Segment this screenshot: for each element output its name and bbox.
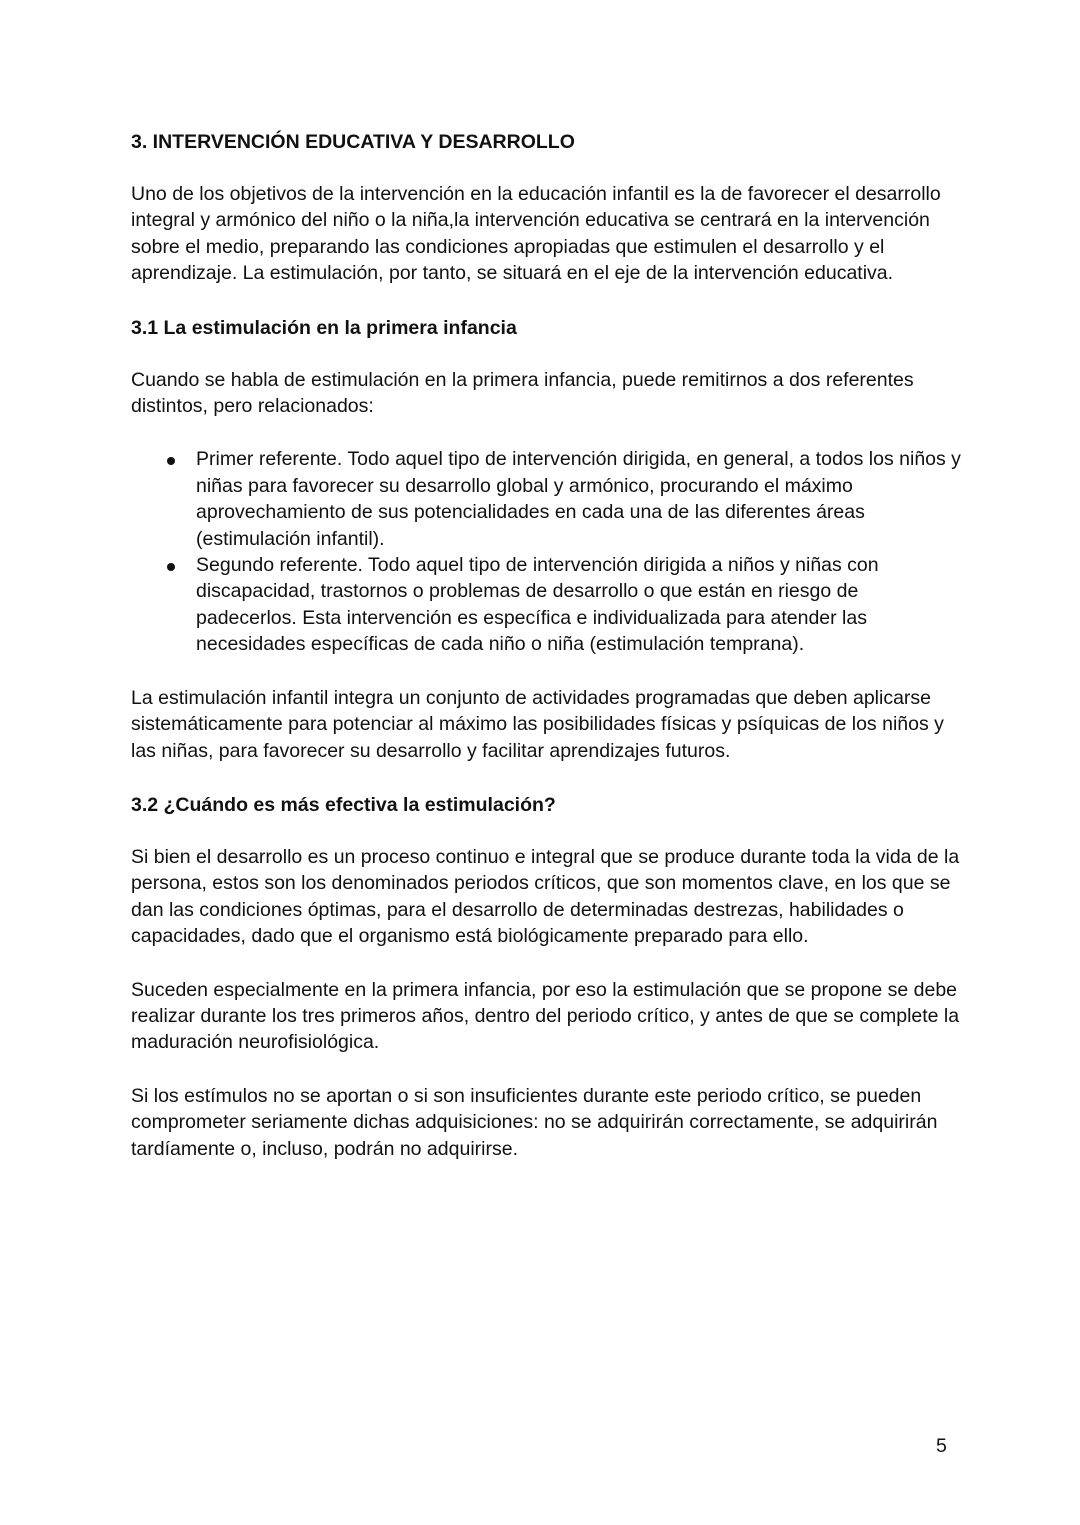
- list-item: [131, 446, 961, 552]
- document-page: [131, 128, 961, 1162]
- page-number: 5: [936, 1435, 947, 1457]
- subsection-3-2-paragraph: Suceden especialmente en la primera infancia, por eso la estimulación que se propone se debe realizar durante los tres primeros años, dentro del periodo crítico, y antes de que se complete la maduración neurofisiológica.: [131, 978, 960, 1054]
- subsection-3-2-paragraph: Si bien el desarrollo es un proceso continuo e integral que se produce durante toda la vida de la persona, estos son los denominados periodos críticos, que son momentos clave, en los que se dan las condiciones óptimas, para el desarrollo de determinadas destrezas, habilidades o capacidades, dado que el organismo está biológicamente preparado para ello.: [131, 845, 960, 948]
- subsection-3-1-closing: La estimulación infantil integra un conjunto de actividades programadas que deben aplicarse sistemáticamente para potenciar al máximo las posibilidades físicas y psíquicas de los niños y las niñas, para favorecer su desarrollo y facilitar aprendizajes futuros.: [131, 686, 944, 762]
- list-item: [131, 552, 961, 658]
- section-intro-paragraph: Uno de los objetivos de la intervención en la educación infantil es la de favorecer el desarrollo integral y armónico del niño o la niña,la intervención educativa se centrará en la intervención sobre el medio, preparando las condiciones apropiadas que estimulen el desarrollo y el aprendizaje. La estimulación, por tanto, se situará en el eje de la intervención educativa.: [131, 183, 941, 285]
- referentes-list: [131, 446, 961, 657]
- list-item-text: Primer referente. Todo aquel tipo de intervención dirigida, en general, a todos los niños y niñas para favorecer su desarrollo global y armónico, procurando el máximo aprovechamiento de sus potencialidades en cada una de las diferentes áreas (estimulación infantil).: [196, 448, 961, 550]
- subsection-title-3-2: 3.2 ¿Cuándo es más efectiva la estimulación?: [131, 793, 556, 816]
- bullet-icon: [167, 563, 175, 571]
- section-title: 3. INTERVENCIÓN EDUCATIVA Y DESARROLLO: [131, 131, 575, 153]
- subsection-title-3-1: 3.1 La estimulación en la primera infancia: [131, 316, 517, 339]
- subsection-3-1-intro: Cuando se habla de estimulación en la primera infancia, puede remitirnos a dos referentes distintos, pero relacionados:: [131, 368, 914, 418]
- list-item-text: Segundo referente. Todo aquel tipo de intervención dirigida a niños y niñas con discapacidad, trastornos o problemas de desarrollo o que están en riesgo de padecerlos. Esta intervención es específica e individualizada para atender las necesidades específicas de cada niño o niña (estimulación temprana).: [196, 554, 879, 656]
- subsection-3-2-paragraph: Si los estímulos no se aportan o si son insuficientes durante este periodo crítico, se pueden comprometer seriamente dichas adquisiciones: no se adquirirán correctamente, se adquirirán tardíamente o, incluso, podrán no adquirirse.: [131, 1084, 938, 1160]
- bullet-icon: [167, 457, 175, 465]
